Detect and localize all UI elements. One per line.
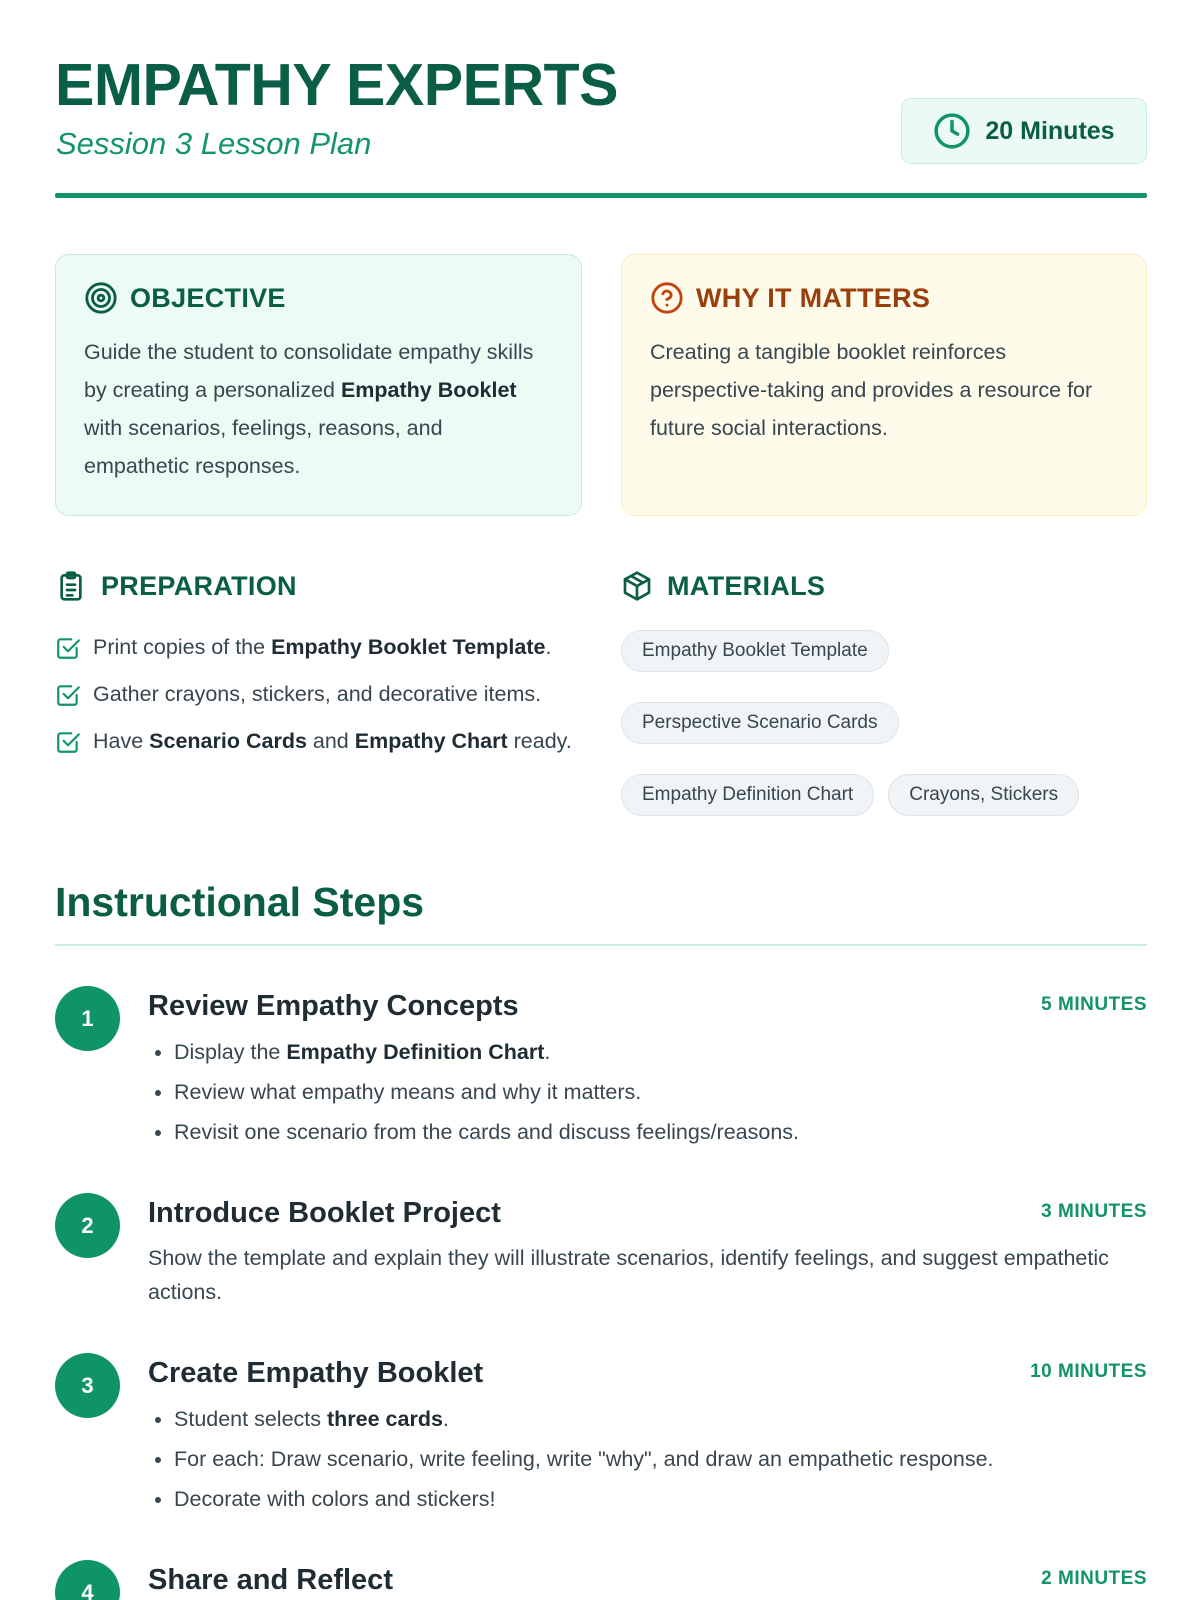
preparation-title: PREPARATION (101, 570, 297, 601)
question-circle-icon (650, 281, 684, 315)
objective-title: OBJECTIVE (130, 282, 286, 313)
duration-badge (901, 98, 1147, 164)
material-chip: Perspective Scenario Cards (621, 702, 899, 744)
step-title: Share and Reflect (148, 1564, 393, 1596)
objective-card (55, 254, 582, 516)
material-chip: Empathy Booklet Template (621, 630, 889, 672)
preparation-item: Print copies of the Empathy Booklet Template. (55, 630, 595, 664)
preparation-item: Gather crayons, stickers, and decorative items. (55, 677, 595, 711)
steps-divider (55, 944, 1147, 946)
step-bullet: • Student selects three cards. (174, 1399, 1147, 1439)
step-bullet: • Revisit one scenario from the cards and discuss feelings/reasons. (174, 1112, 1147, 1152)
step-bullets (148, 1399, 1147, 1519)
step-number: 4 (55, 1560, 120, 1600)
clipboard-icon (55, 570, 87, 602)
why-header (650, 281, 1118, 315)
step-bullet: • Review what empathy means and why it matters. (174, 1072, 1147, 1112)
step-bullet: • Decorate with colors and stickers! (174, 1479, 1147, 1519)
step-duration: 10 MINUTES (1030, 1361, 1147, 1382)
header-divider (55, 193, 1147, 198)
step-duration: 5 MINUTES (1041, 994, 1147, 1015)
objective-header (84, 281, 553, 315)
step-number: 3 (55, 1353, 120, 1418)
step-number: 1 (55, 986, 120, 1051)
duration-label: 20 Minutes (985, 116, 1115, 145)
checkbox-checked-icon (55, 729, 81, 755)
step-description: Show the template and explain they will illustrate scenarios, identify feelings, and suggest empathetic actions. (148, 1246, 1109, 1304)
materials-title: MATERIALS (667, 570, 826, 601)
steps-section-title: Instructional Steps (55, 879, 425, 925)
checkbox-checked-icon (55, 635, 81, 661)
objective-text: Guide the student to consolidate empathy skills by creating a personalized Empathy Booklet with scenarios, feelings, reasons, and empathetic responses. (84, 340, 534, 478)
materials-list (621, 630, 1147, 816)
materials-header (621, 570, 825, 602)
box-icon (621, 570, 653, 602)
step-number: 2 (55, 1193, 120, 1258)
step-bullets (148, 1032, 1147, 1152)
page-title: EMPATHY EXPERTS (55, 52, 618, 118)
material-chip: Empathy Definition Chart (621, 774, 874, 816)
checkbox-checked-icon (55, 682, 81, 708)
step-title: Introduce Booklet Project (148, 1197, 501, 1229)
target-icon (84, 281, 118, 315)
why-title: WHY IT MATTERS (696, 282, 931, 313)
step-duration: 3 MINUTES (1041, 1201, 1147, 1222)
step-title: Create Empathy Booklet (148, 1357, 484, 1389)
step-bullet: • For each: Draw scenario, write feeling, write "why", and draw an empathetic response. (174, 1439, 1147, 1479)
header (55, 50, 1147, 200)
preparation-header (55, 570, 297, 602)
clock-icon (933, 112, 971, 150)
material-chip: Crayons, Stickers (888, 774, 1079, 816)
why-it-matters-card (621, 254, 1147, 516)
step-bullet: • Display the Empathy Definition Chart. (174, 1032, 1147, 1072)
preparation-list (55, 630, 595, 771)
step-title: Review Empathy Concepts (148, 990, 519, 1022)
step-duration: 2 MINUTES (1041, 1568, 1147, 1589)
page-subtitle: Session 3 Lesson Plan (56, 126, 372, 161)
why-text: Creating a tangible booklet reinforces perspective-taking and provides a resource for future social interactions. (650, 340, 1093, 440)
preparation-item: Have Scenario Cards and Empathy Chart ready. (55, 724, 595, 758)
